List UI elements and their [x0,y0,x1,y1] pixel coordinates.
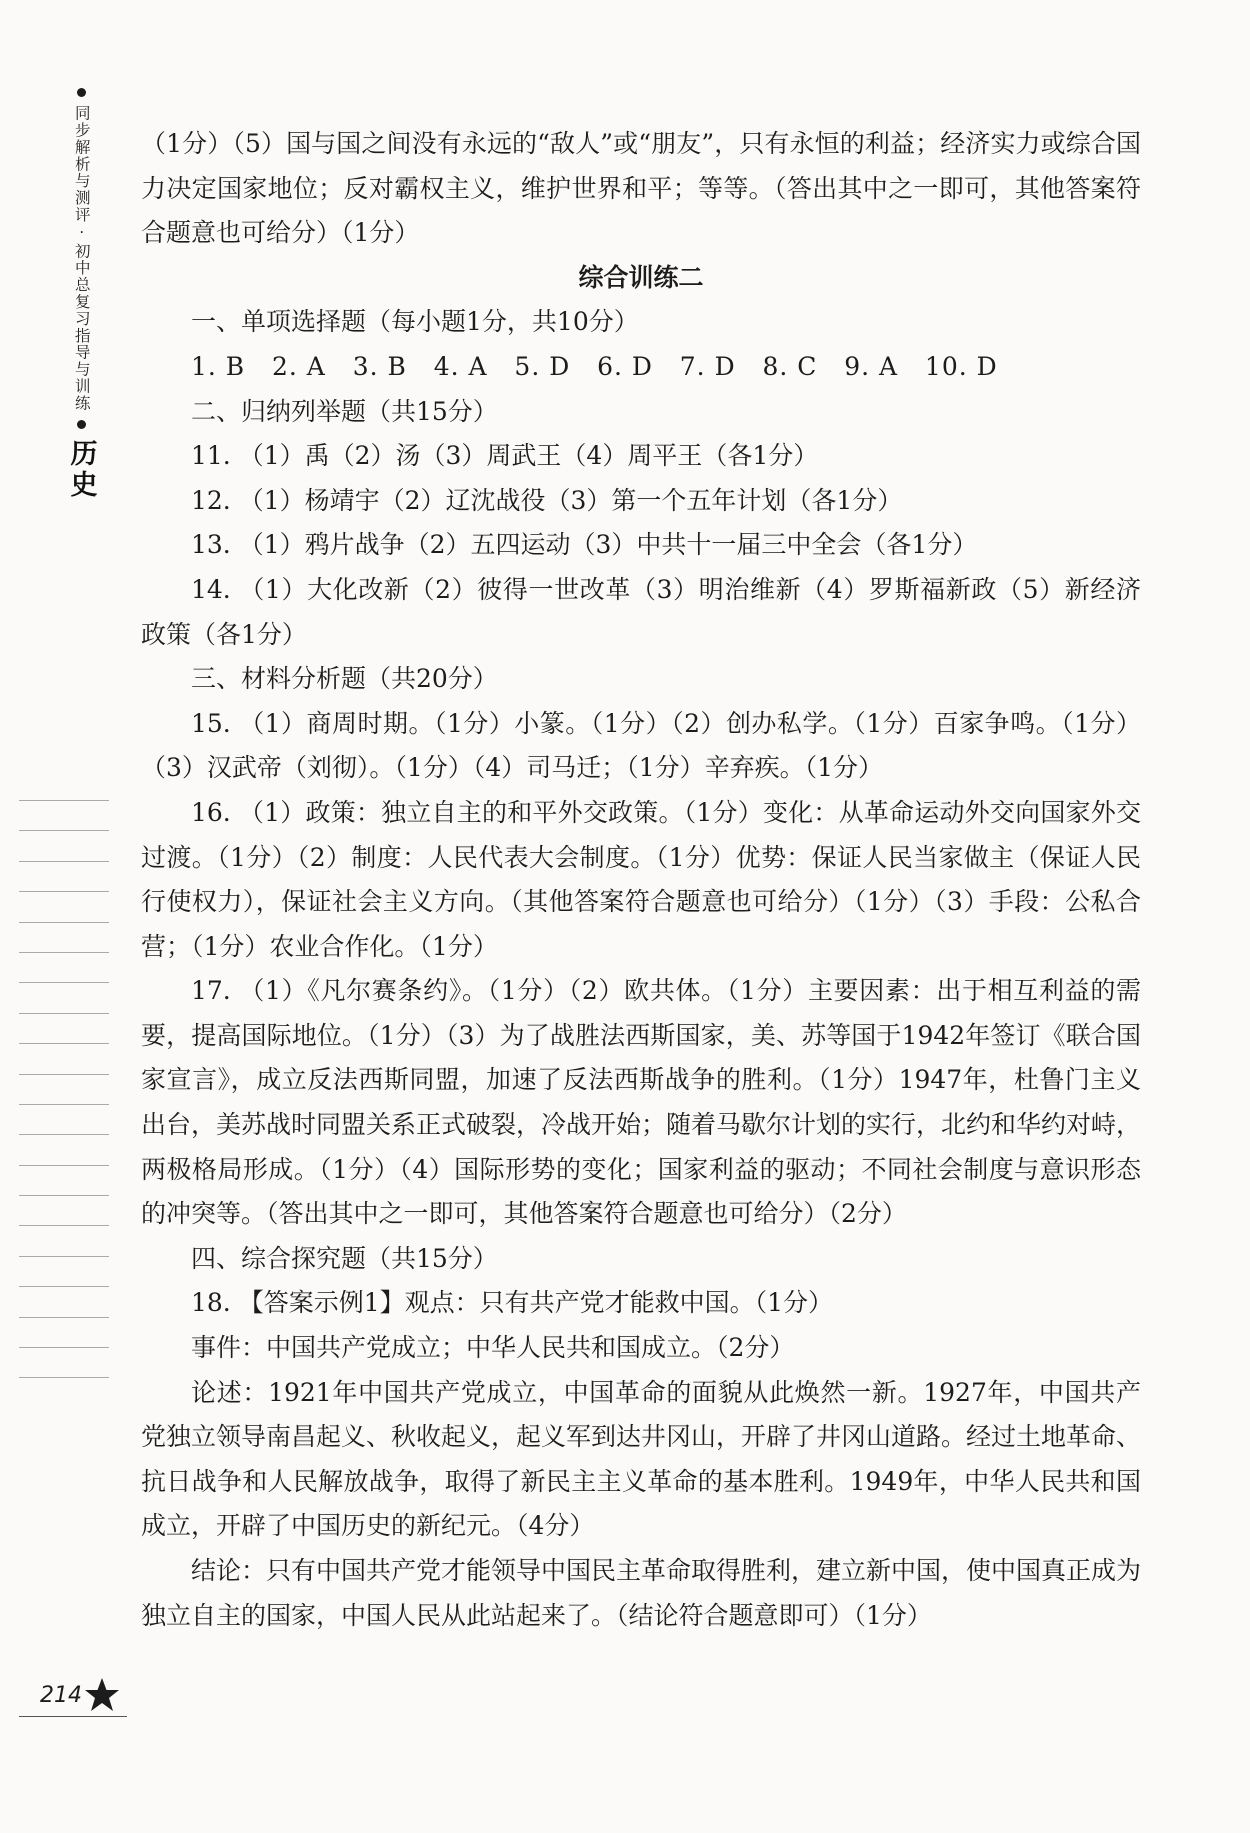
subject-label: 历史 [65,438,97,501]
page-number: 214 [40,1683,82,1708]
section-heading-1: 一、单项选择题（每小题1分，共10分） [191,307,639,337]
answer-q18-viewpoint: 18. 【答案示例1】观点：只有共产党才能救中国。（1分） [191,1288,834,1318]
answer-q13: 13. （1）鸦片战争（2）五四运动（3）中共十一届三中全会（各1分） [191,530,978,560]
answer-q14: 14. （1）大化改新（2）彼得一世改革（3）明治维新（4）罗斯福新政（5）新经济政策（各1分） [141,574,1141,649]
section-heading-3: 三、材料分析题（共20分） [191,664,498,694]
answer-q11: 11. （1）禹（2）汤（3）周武王（4）周平王（各1分） [191,441,819,471]
sidebar [58,88,104,501]
book-title: 同步解析与测评·初中总复习指导与训练 [72,105,91,412]
bullet-dot-icon [77,88,86,97]
answer-q16: 16. （1）政策：独立自主的和平外交政策。（1分）变化：从革命运动外交向国家外交过渡。（1分）（2）制度：人民代表大会制度。（1分）优势：保证人民当家做主（保证人民行使权力），保证社会主义方向。（其他答案符合题意也可给分）（1分）（3）手段：公私合营；（1分）农业合作化。（1分） [141,797,1141,961]
section-title: 综合训练二 [578,262,704,292]
answer-q18-events: 事件：中国共产党成立；中华人民共和国成立。（2分） [191,1333,795,1363]
margin-ruled-lines [19,800,109,1408]
answer-content [141,122,1141,1638]
answer-q17: 17. （1）《凡尔赛条约》。（1分）（2）欧共体。（1分）主要因素：出于相互利益的需要，提高国际地位。（1分）（3）为了战胜法西斯国家，美、苏等国于1942年签订《联合国家宣言》，成立反法西斯同盟，加速了反法西斯战争的胜利。（1分）1947年，杜鲁门主义出台，美苏战时同盟关系正式破裂，冷战开始；随着马歇尔计划的实行，北约和华约对峙，两极格局形成。（1分）（4）国际形势的变化；国家利益的驱动；不同社会制度与意识形态的冲突等。（答出其中之一即可，其他答案符合题意也可给分）（2分） [141,976,1142,1229]
answer-q18-argument: 论述：1921年中国共产党成立，中国革命的面貌从此焕然一新。1927年，中国共产党独立领导南昌起义、秋收起义，起义军到达井冈山，开辟了井冈山道路。经过土地革命、抗日战争和人民解放战争，取得了新民主主义革命的基本胜利。1949年，中华人民共和国成立，开辟了中国历史的新纪元。（4分） [141,1377,1142,1541]
section-heading-4: 四、综合探究题（共15分） [191,1243,498,1273]
bullet-dot-icon [77,420,86,429]
footer-rule [19,1716,127,1717]
mcq-answers: 1. B 2. A 3. B 4. A 5. D 6. D 7. D 8. C 9. A 10. D [191,351,998,381]
answer-q18-conclusion: 结论：只有中国共产党才能领导中国民主革命取得胜利，建立新中国，使中国真正成为独立自主的国家，中国人民从此站起来了。（结论符合题意即可）（1分） [141,1556,1142,1630]
answer-q15: 15. （1）商周时期。（1分）小篆。（1分）（2）创办私学。（1分）百家争鸣。（1分）（3）汉武帝（刘彻）。（1分）（4）司马迁；（1分）辛弃疾。（1分） [141,708,1141,783]
star-icon [82,1675,122,1715]
answer-q12: 12. （1）杨靖宇（2）辽沈战役（3）第一个五年计划（各1分） [191,485,903,515]
intro-paragraph: （1分）（5）国与国之间没有永远的“敌人”或“朋友”，只有永恒的利益；经济实力或综合国力决定国家地位；反对霸权主义，维护世界和平；等等。（答出其中之一即可，其他答案符合题意也可给分）（1分） [141,129,1141,248]
section-heading-2: 二、归纳列举题（共15分） [191,396,498,426]
